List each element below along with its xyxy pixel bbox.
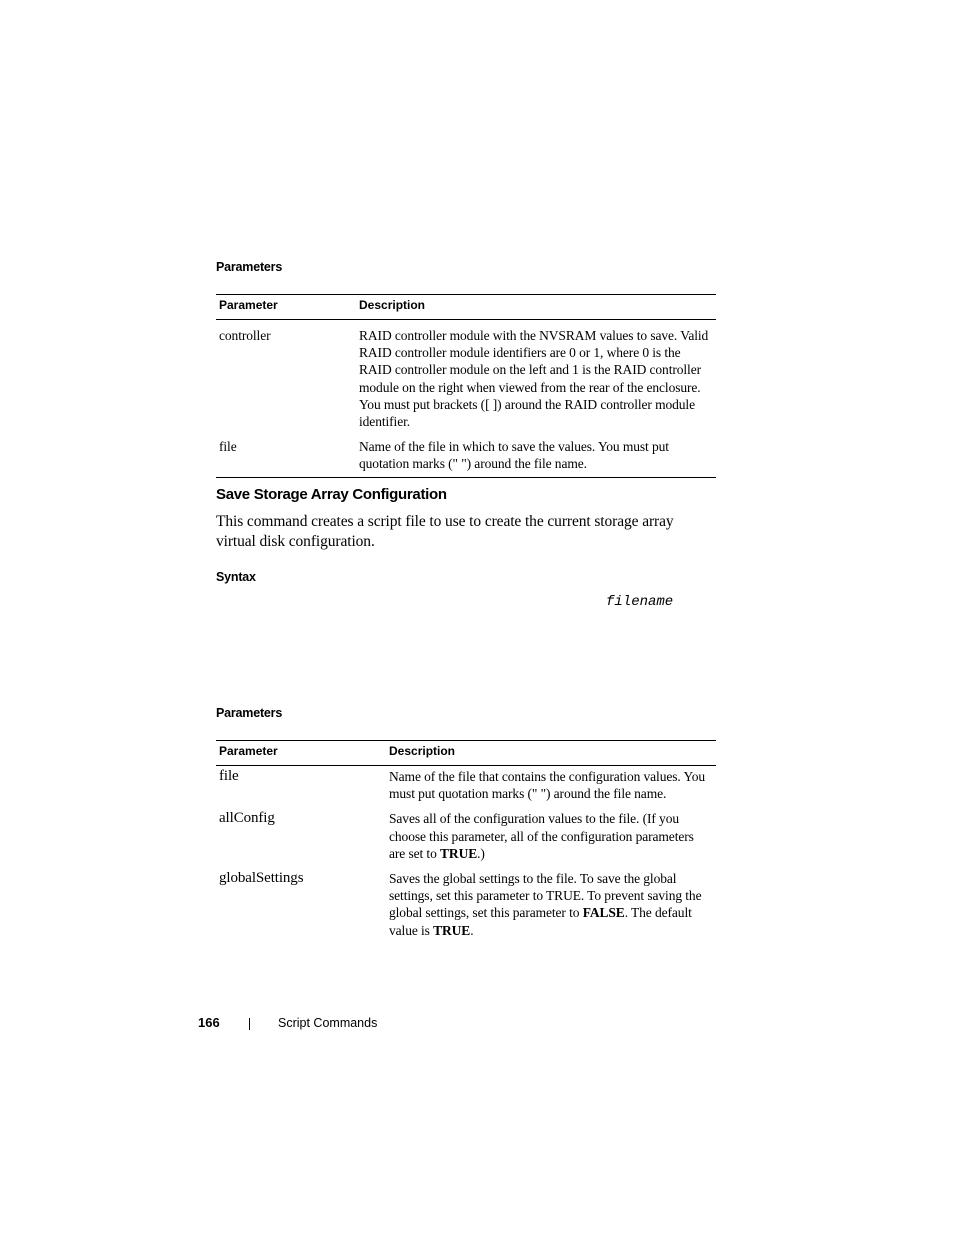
desc-text: .) (477, 845, 485, 861)
desc-text: . (470, 922, 474, 938)
desc-bold-value: TRUE (433, 922, 471, 938)
param-desc-controller: RAID controller module with the NVSRAM values to save. Valid RAID controller module identifiers are 0 or 1, where 0 is the RAID controller module on the left and 1 is the RAID controller module on the right when viewed from the rear of the enclosure. You must put brackets ([ ]) around the RAID controller module identifier. (359, 328, 709, 430)
table-row (216, 868, 716, 945)
param-name-allconfig: allConfig (219, 810, 275, 827)
desc-text: . The default value is (389, 905, 692, 938)
param-name-file: file (219, 768, 239, 784)
param-name-controller: controller (219, 328, 271, 343)
parameters-table-2 (216, 740, 716, 945)
desc-bold-value: FALSE (582, 905, 625, 921)
desc-text: Saves all of the configuration values to the file. (If you choose this parameter, all of the configuration parameters are set to (389, 811, 694, 861)
param-desc-globalsettings (386, 868, 716, 945)
parameters-label-2: Parameters (216, 706, 283, 720)
section-heading: Save Storage Array Configuration (216, 486, 447, 503)
table-header-row (216, 741, 716, 766)
footer-separator (249, 1018, 250, 1030)
param-name-globalsettings: globalSettings (219, 870, 304, 887)
table-row (216, 436, 716, 477)
syntax-label: Syntax (216, 570, 256, 584)
desc-text: Saves the global settings to the file. To save the global settings, set this parameter to TRUE. To prevent saving the global settings, set this parameter to (389, 871, 702, 921)
table-row (216, 808, 716, 868)
column-header-description: Description (356, 295, 716, 320)
footer-chapter-title: Script Commands (278, 1016, 378, 1030)
column-header-description: Description (386, 741, 716, 766)
param-name-file: file (216, 436, 356, 477)
intro-paragraph: This command creates a script file to use to create the current storage array virtual disk configuration. (216, 513, 674, 550)
parameters-table-1 (216, 294, 716, 478)
parameters-label-1: Parameters (216, 260, 283, 274)
table-row (216, 766, 716, 809)
param-desc-file: Name of the file in which to save the values. You must put quotation marks (" ") around the file name. (356, 436, 716, 477)
param-desc-file: Name of the file that contains the configuration values. You must put quotation marks (" ") around the file name. (389, 769, 706, 802)
param-desc-allconfig (386, 808, 716, 868)
column-header-parameter: Parameter (216, 295, 356, 320)
desc-bold-value: TRUE (440, 845, 478, 861)
page-number: 166 (198, 1015, 220, 1030)
table-header-row (216, 295, 716, 320)
table-row (216, 320, 716, 437)
syntax-filename: filename (606, 594, 674, 610)
column-header-parameter: Parameter (216, 741, 386, 766)
